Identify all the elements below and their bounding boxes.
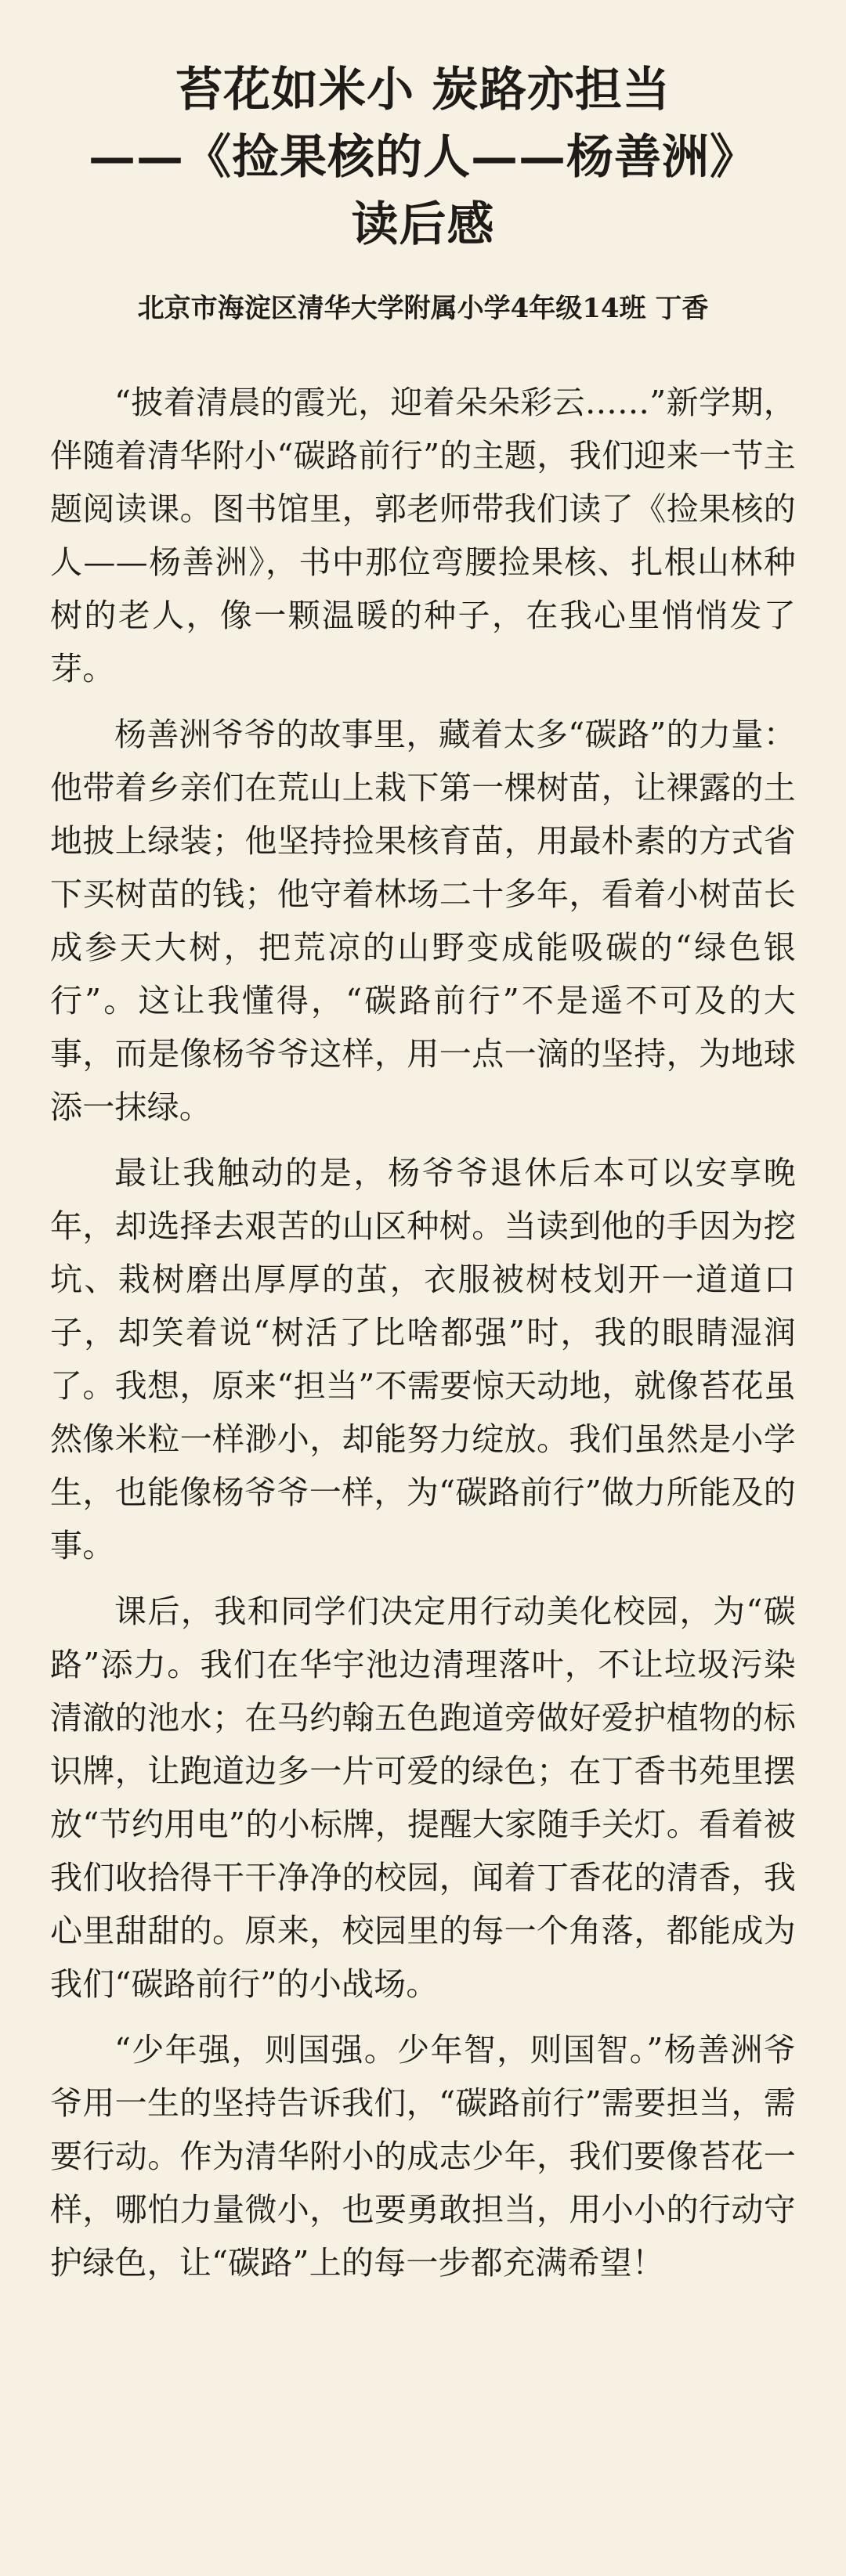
article-title	[50, 56, 796, 258]
paragraph-3: 最让我触动的是，杨爷爷退休后本可以安享晚年，却选择去艰苦的山区种树。当读到他的手因为挖坑、栽树磨出厚厚的茧，衣服被树枝划开一道道口子，却笑着说“树活了比啥都强”时，我的眼睛湿润了。我想，原来“担当”不需要惊天动地，就像苔花虽然像米粒一样渺小，却能努力绽放。我们虽然是小学生，也能像杨爷爷一样，为“碳路前行”做力所能及的事。	[50, 1154, 796, 1564]
title-line-3: 读后感	[351, 197, 495, 252]
paragraph-2: 杨善洲爷爷的故事里，藏着太多“碳路”的力量：他带着乡亲们在荒山上栽下第一棵树苗，让裸露的土地披上绿装；他坚持捡果核育苗，用最朴素的方式省下买树苗的钱；他守着林场二十多年，看着小树苗长成参天大树，把荒凉的山野变成能吸碳的“绿色银行”。这让我懂得，“碳路前行”不是遥不可及的大事，而是像杨爷爷这样，用一点一滴的坚持，为地球添一抹绿。	[50, 716, 796, 1126]
paragraph-1: “披着清晨的霞光，迎着朵朵彩云……”新学期，伴随着清华附小“碳路前行”的主题，我们迎来一节主题阅读课。图书馆里，郭老师带我们读了《捡果核的人——杨善洲》，书中那位弯腰捡果核、扎根山林种树的老人，像一颗温暖的种子，在我心里悄悄发了芽。	[50, 384, 796, 687]
author-byline: 北京市海淀区清华大学附属小学4年级14班 丁香	[137, 293, 709, 324]
title-line-2: ——《捡果核的人——杨善洲》	[89, 130, 757, 185]
paragraph-4: 课后，我和同学们决定用行动美化校园，为“碳路”添力。我们在华宇池边清理落叶，不让垃圾污染清澈的池水；在马约翰五色跑道旁做好爱护植物的标识牌，让跑道边多一片可爱的绿色；在丁香书苑里摆放“节约用电”的小标牌，提醒大家随手关灯。看着被我们收拾得干干净净的校园，闻着丁香花的清香，我心里甜甜的。原来，校园里的每一个角落，都能成为我们“碳路前行”的小战场。	[50, 1593, 796, 2003]
paragraph-5: “少年强，则国强。少年智，则国智。”杨善洲爷爷用一生的坚持告诉我们，“碳路前行”需要担当，需要行动。作为清华附小的成志少年，我们要像苔花一样，哪怕力量微小，也要勇敢担当，用小小的行动守护绿色，让“碳路”上的每一步都充满希望！	[50, 2031, 796, 2282]
article-body	[50, 376, 796, 2289]
title-line-1: 苔花如米小 炭路亦担当	[175, 63, 671, 117]
